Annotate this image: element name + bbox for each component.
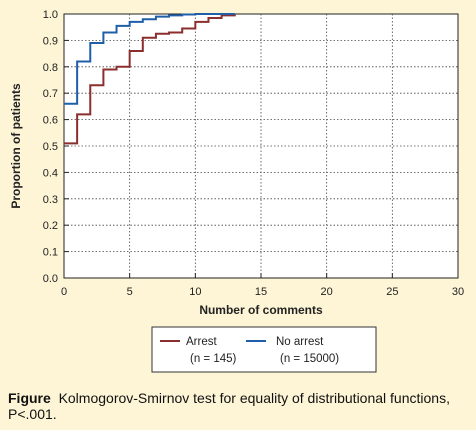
x-tick-label: 0	[60, 286, 68, 298]
x-tick-label: 25	[386, 286, 399, 298]
x-tick-label: 20	[320, 286, 333, 298]
x-tick-label: 5	[126, 286, 133, 298]
y-tick-label: 0.1	[42, 246, 58, 259]
x-tick-label: 15	[254, 286, 268, 298]
y-tick-label: 0.8	[42, 61, 58, 74]
legend-n-arrest: (n = 145)	[190, 353, 237, 365]
y-tick-label: 0.9	[42, 35, 58, 48]
y-tick-label: 0.6	[42, 114, 58, 127]
y-tick-label: 0.7	[42, 88, 58, 101]
caption-text: Kolmogorov-Smirnov test for equality of distributional functions, P<.001.	[8, 390, 450, 422]
y-tick-label: 1.0	[42, 9, 58, 21]
y-tick-label: 0.4	[42, 167, 58, 180]
x-tick-label: 30	[451, 286, 465, 298]
y-tick-label: 0.5	[42, 141, 58, 153]
x-tick-label: 10	[189, 286, 202, 298]
y-axis-label: Proportion of patients	[9, 83, 23, 209]
y-tick-label: 0.3	[42, 193, 58, 206]
legend-box	[152, 327, 376, 372]
figure-caption	[8, 390, 468, 422]
legend-n-no-arrest: (n = 15000)	[280, 353, 340, 365]
legend-label-arrest: Arrest	[186, 336, 217, 348]
x-axis-label: Number of comments	[199, 303, 323, 317]
legend-label-no-arrest: No arrest	[276, 336, 324, 348]
y-tick-label: 0.2	[42, 220, 58, 233]
legend	[152, 327, 376, 372]
caption-label: Figure	[8, 390, 51, 406]
y-tick-label: 0.0	[42, 273, 58, 285]
